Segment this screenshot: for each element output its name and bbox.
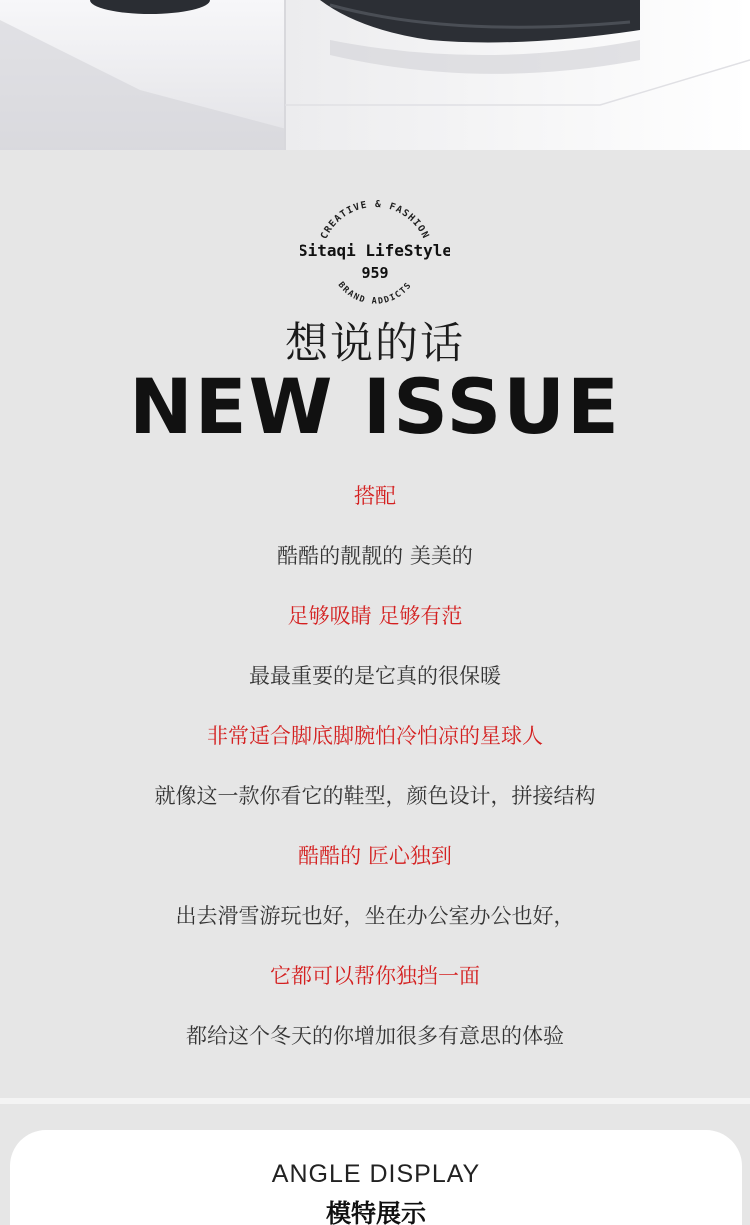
logo-number: 959 xyxy=(361,264,389,282)
product-photo-strip xyxy=(0,0,750,150)
copy-line-3: 最最重要的是它真的很保暖 xyxy=(249,664,501,688)
angle-title-chinese: 模特展示 xyxy=(325,1199,426,1225)
copy-line-0: 搭配 xyxy=(354,484,396,508)
copy-line-9: 都给这个冬天的你增加很多有意思的体验 xyxy=(186,1024,564,1048)
angle-display-section xyxy=(0,1104,750,1225)
svg-text:CREATIVE & FASHION xyxy=(319,199,431,241)
copy-line-5: 就像这一款你看它的鞋型，颜色设计，拼接结构 xyxy=(154,784,596,808)
svg-text:BRAND ADDICTS xyxy=(336,280,415,307)
heading-chinese: 想说的话 xyxy=(285,319,465,369)
intro-section xyxy=(0,150,750,1098)
heading-english: NEW ISSUE xyxy=(129,362,621,451)
copy-line-2: 足够吸睛 足够有范 xyxy=(287,604,463,628)
angle-title-english: ANGLE DISPLAY xyxy=(271,1160,481,1188)
logo-arc-bottom: BRAND ADDICTS xyxy=(335,280,415,307)
copy-line-4: 非常适合脚底脚腕怕冷怕凉的星球人 xyxy=(207,724,543,748)
logo-arc-top: CREATIVE & FASHION xyxy=(318,198,432,241)
copy-lines xyxy=(0,478,750,1078)
logo-brand-name: Sitaqi LifeStyle xyxy=(300,241,450,260)
shoe-photo-image xyxy=(0,0,750,150)
angle-display-card xyxy=(10,1130,742,1225)
brand-badge-icon xyxy=(300,190,450,320)
copy-line-1: 酷酷的靓靓的 美美的 xyxy=(277,544,473,568)
copy-line-8: 它都可以帮你独挡一面 xyxy=(270,964,480,988)
copy-line-7: 出去滑雪游玩也好，坐在办公室办公也好， xyxy=(175,904,575,928)
brand-logo xyxy=(300,190,450,320)
copy-line-6: 酷酷的 匠心独到 xyxy=(298,844,452,868)
